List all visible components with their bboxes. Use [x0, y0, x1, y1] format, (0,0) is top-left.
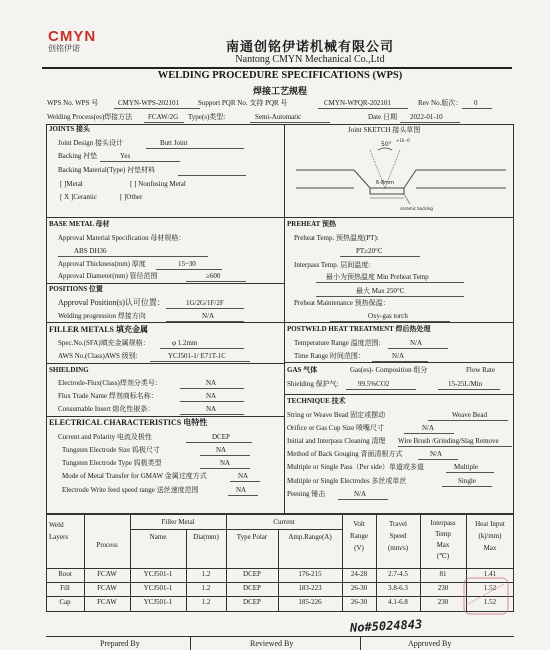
- trade-label: Flux Trade Name 焊剂商标名称：: [58, 392, 158, 400]
- preheat-temp-value: PT≥20°C: [356, 247, 383, 255]
- type-label: Type(s)类型:: [188, 113, 226, 121]
- shielding-gas-comp: 99.5%CO2: [358, 380, 390, 388]
- cell-dia: 1.2: [201, 584, 211, 592]
- pwht-temp-label: Temperature Range 温度范围:: [294, 339, 381, 347]
- pwht-time-label: Time Range 时间范围：: [294, 352, 365, 360]
- pwht-title: POSTWELD HEAT TREATMENT 焊后热处理: [287, 325, 431, 333]
- joints-title: JOINTS 接头: [49, 125, 91, 133]
- base-metal-title: BASE METAL 母材: [49, 220, 110, 228]
- cell-heat: 1.41: [483, 570, 497, 578]
- wps-no-value: CMYN-WPS-202101: [118, 99, 180, 107]
- diameter-label: Approval Diameter(mm) 管径范围: [58, 272, 158, 280]
- tungsten-size-label: Tungsten Electrode Size 钨极尺寸: [62, 446, 160, 454]
- cell-layer: Root: [58, 570, 72, 578]
- shielding-gas-label: Shielding 保护气:: [287, 380, 339, 388]
- th-amp-range: Amp.Range(A): [288, 533, 332, 541]
- electrical-title: ELECTRICAL CHARACTERISTICS 电特性: [49, 418, 208, 427]
- cell-polar: DCEP: [243, 584, 261, 592]
- sketch-backing: ceramic backing: [400, 206, 433, 211]
- process-label: Welding Process(es)焊接方法: [47, 113, 133, 121]
- cell-heat: 1.52: [483, 598, 497, 606]
- date-label: Date 日期: [368, 113, 397, 121]
- insert-label: Consumable Insert 熔化性嵌条：: [58, 405, 155, 413]
- cell-dia: 1.2: [201, 598, 211, 606]
- option-ceramic: [ X ]Ceramic: [60, 193, 97, 201]
- preheat-temp-label: Preheat Temp. 预热温度(PT):: [294, 234, 379, 242]
- document-title-cn: 焊接工艺规程: [252, 87, 307, 97]
- wps-no-label: WPS No. WPS 号: [47, 99, 99, 107]
- rev-no-value: 0: [474, 99, 478, 107]
- pass-label: Multiple or Single Pass（Per side）单道或多道: [287, 463, 424, 471]
- progression-value: N/A: [202, 312, 215, 320]
- cell-travel: 3.8-6.3: [388, 584, 408, 592]
- base-spec-value: ABS DH36: [74, 247, 107, 255]
- backing-label: Backing 衬垫: [58, 152, 98, 160]
- shielding-title: SHIELDING: [49, 366, 89, 374]
- th-travel-speed: Travel Speed (mm/s): [387, 520, 409, 552]
- orifice-label: Orifice or Gas Cup Size 喷嘴尺寸: [287, 424, 385, 432]
- cell-layer: Fill: [60, 584, 70, 592]
- joint-sketch: [286, 136, 512, 216]
- interpass-value-2: 最大 Max 250°C: [356, 287, 405, 295]
- transfer-mode-value: NA: [238, 472, 249, 480]
- th-filler-name: Name: [149, 533, 167, 541]
- cleaning-value: Wire Brush /Grinding/Slag Remove: [398, 437, 499, 445]
- orifice-value: N/A: [422, 424, 435, 432]
- base-spec-label: Approval Material Specification 母材规格：: [58, 234, 186, 242]
- diameter-value: ≥600: [206, 272, 221, 280]
- logo-mark: CMYN: [48, 28, 97, 45]
- pass-value: Multiple: [454, 463, 479, 471]
- option-nonfusing: [ ] Nonfusing Metal: [130, 180, 186, 188]
- bead-value: Weave Bead: [452, 411, 487, 419]
- backing-material-label: Backing Material(Type) 衬垫材料: [58, 166, 156, 174]
- gas-title: GAS 气体: [287, 366, 318, 374]
- sketch-gap: 6-8mm: [376, 180, 394, 186]
- date-value: 2022-01-10: [410, 113, 443, 121]
- logo-subtext: 创铭伊诺: [48, 44, 80, 53]
- company-name-en: Nantong CMYN Mechanical Co.,Ltd: [235, 54, 385, 65]
- th-current: Current: [273, 518, 295, 526]
- filler-spec-label: Spec.No.(SFA)填充金属规格：: [58, 339, 150, 347]
- flux-label: Electrode-Flux(Class)焊剂分类号：: [58, 379, 162, 387]
- th-filler-metal: Filler Metal: [161, 518, 195, 526]
- technique-title: TECHNIQUE 技术: [287, 397, 346, 405]
- company-logo: [48, 30, 123, 54]
- cell-amp: 176-215: [298, 570, 322, 578]
- thickness-value: 15~30: [178, 260, 196, 268]
- cell-layer: Cap: [59, 598, 71, 606]
- pqr-no-label: Support PQR No. 支持 PQR 号: [198, 99, 288, 107]
- position-value: 1G/2G/1F/2F: [186, 299, 224, 307]
- cell-polar: DCEP: [243, 570, 261, 578]
- pwht-time-value: N/A: [392, 352, 405, 360]
- sketch-title: Joint SKETCH 接头草图: [348, 126, 421, 134]
- interpass-label: Interpass Temp. 层间温度:: [294, 261, 371, 269]
- gouging-value: N/A: [430, 450, 443, 458]
- tungsten-size-value: NA: [216, 446, 227, 454]
- cell-process: FCAW: [97, 598, 117, 606]
- document-title-en: WELDING PROCEDURE SPECIFICATIONS (WPS): [157, 70, 403, 81]
- gouging-label: Method of Back Gouging 背面清根方式: [287, 450, 403, 458]
- th-weld-layers: Weld Layers: [49, 521, 69, 541]
- handwritten-serial: No#5024843: [349, 617, 423, 635]
- pwht-temp-value: N/A: [410, 339, 423, 347]
- flux-value: NA: [206, 379, 217, 387]
- th-heat-input: Heat Input (kj/mm) Max: [475, 520, 505, 552]
- reviewed-by: Reviewed By: [250, 639, 294, 648]
- th-process: Process: [96, 541, 118, 549]
- option-metal: [ ]Metal: [60, 180, 83, 188]
- trade-value: NA: [206, 392, 217, 400]
- position-label: Approval Position(s)认可位置：: [58, 298, 165, 307]
- company-name-cn: 南通创铭伊诺机械有限公司: [225, 40, 394, 55]
- cell-filler-name: YCJ501-1: [143, 570, 173, 578]
- progression-label: Welding progression 焊接方向: [58, 312, 146, 320]
- th-filler-dia: Dia(mm): [193, 533, 219, 541]
- backing-value: Yes: [120, 152, 131, 160]
- preheat-title: PREHEAT 预热: [287, 220, 336, 228]
- cell-volt: 24-28: [350, 570, 368, 578]
- cell-heat: 1.52: [483, 584, 497, 592]
- cell-filler-name: YCJ501-1: [143, 584, 173, 592]
- gas-col-composition: Gas(es)- Composition 组分: [350, 366, 428, 374]
- process-value: FCAW/2G: [148, 113, 179, 121]
- inspection-stamp: [458, 574, 514, 618]
- cell-interpass: 230: [437, 598, 449, 606]
- cell-interpass: 230: [437, 584, 449, 592]
- insert-value: NA: [206, 405, 217, 413]
- th-volt-range: Volt Range (V): [350, 520, 368, 552]
- cell-dia: 1.2: [201, 570, 211, 578]
- sketch-tol: +10 -0: [396, 138, 410, 143]
- feed-speed-label: Electrode Write feed speed range 送丝速度范围: [62, 486, 199, 494]
- cell-travel: 4.1-6.8: [388, 598, 408, 606]
- prepared-by: Prepared By: [100, 639, 140, 648]
- gas-col-flow: Flow Rate: [466, 366, 495, 374]
- peening-value: N/A: [354, 490, 367, 498]
- joint-design-value: Butt Joint: [160, 139, 188, 147]
- option-other: [ ]Other: [120, 193, 143, 201]
- preheat-maint-value: Oxy-gas torch: [368, 312, 408, 320]
- cell-volt: 26-30: [350, 598, 368, 606]
- cell-polar: DCEP: [243, 598, 261, 606]
- th-type-polar: Type Polar: [236, 533, 268, 541]
- bead-label: String or Weave Bead 固定或摆动: [287, 411, 386, 419]
- thickness-label: Approval Thickness(mm) 厚度: [58, 260, 146, 268]
- interpass-value-1: 最小为预热温度 Min Preheat Temp: [326, 273, 429, 281]
- feed-speed-value: NA: [236, 486, 247, 494]
- cell-amp: 185-226: [298, 598, 322, 606]
- cleaning-label: Initial and Interpass Cleaning 清理: [287, 437, 386, 445]
- pqr-no-value: CMYN-WPQR-202101: [324, 99, 391, 107]
- cell-amp: 183-223: [298, 584, 322, 592]
- th-interpass-temp: Interpass Temp Max (℃): [430, 519, 456, 560]
- rev-no-label: Rev No.版次：: [418, 99, 463, 107]
- current-label: Current and Polarity 电流及极性: [58, 433, 152, 441]
- filler-spec-value: φ 1.2mm: [172, 339, 198, 347]
- shielding-gas-flow: 15-25L/Min: [448, 380, 483, 388]
- type-value: Semi-Automatic: [255, 113, 302, 121]
- transfer-mode-label: Mode of Metal Transfer for GMAW 金属过度方式: [62, 472, 207, 480]
- sketch-angle: 50°: [381, 141, 392, 148]
- cell-interpass: 81: [439, 570, 447, 578]
- preheat-maint-label: Preheat Maintenance 预热保温：: [294, 299, 390, 307]
- tungsten-type-label: Tungsten Electrode Type 钨极类型: [62, 459, 162, 467]
- electrodes-value: Single: [458, 477, 476, 485]
- peening-label: Peening 锤击: [287, 490, 326, 498]
- cell-volt: 26-30: [350, 584, 368, 592]
- joint-design-label: Joint Design 接头设计: [58, 139, 123, 147]
- tungsten-type-value: NA: [220, 459, 231, 467]
- approved-by: Approved By: [408, 639, 452, 648]
- current-value: DCEP: [212, 433, 230, 441]
- cell-travel: 2.7-4.5: [388, 570, 408, 578]
- positions-title: POSITIONS 位置: [49, 285, 103, 293]
- electrodes-label: Multiple or Single Electrodes 多丝或单丝: [287, 477, 407, 485]
- filler-title: FILLER METALS 填充金属: [49, 325, 148, 334]
- cell-process: FCAW: [97, 584, 117, 592]
- aws-label: AWS No.(Class)AWS 级别:: [58, 352, 138, 360]
- cell-filler-name: YCJ501-1: [143, 598, 173, 606]
- aws-value: YCJ501-1/ E71T-1C: [168, 352, 226, 360]
- cell-process: FCAW: [97, 570, 117, 578]
